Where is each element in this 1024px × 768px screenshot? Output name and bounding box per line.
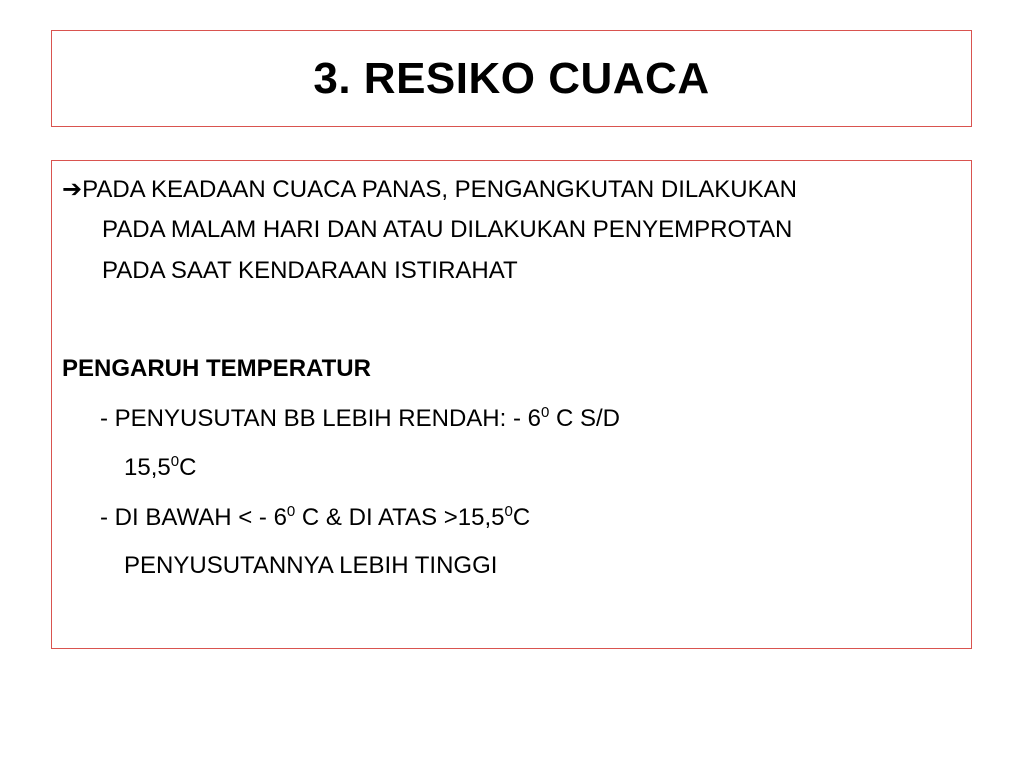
degree-sup: 0 [286,503,296,520]
item1-line [100,405,620,433]
item2-continuation: PENYUSUTANNYA LEBIH TINGGI [124,552,498,579]
bullet-line-2: PADA MALAM HARI DAN ATAU DILAKUKAN PENYEMPROTAN [102,216,793,243]
degree-sup: 0 [170,453,180,470]
content-box [51,160,972,649]
bullet-line-1 [62,176,797,204]
item2-a: - DI BAWAH < - 6 [100,504,287,531]
item2-b: C & DI ATAS >15,5 [295,504,505,531]
item1-continuation [124,454,196,482]
item1-suffix: C S/D [549,405,621,432]
item1-cont-prefix: 15,5 [124,454,171,481]
degree-sup: 0 [540,404,550,421]
item1-prefix: - PENYUSUTAN BB LEBIH RENDAH: - 6 [100,405,541,432]
title-box [51,30,972,127]
bullet-line-3: PADA SAAT KENDARAAN ISTIRAHAT [102,257,518,284]
section-heading: PENGARUH TEMPERATUR [62,355,371,382]
item1-cont-suffix: C [179,454,197,481]
item2-line [100,504,530,532]
bullet-text-1: PADA KEADAAN CUACA PANAS, PENGANGKUTAN DILAKUKAN [82,176,797,203]
slide-title: 3. RESIKO CUACA [313,53,710,103]
arrow-right-icon: ➔ [62,176,83,203]
degree-sup: 0 [504,503,513,520]
item2-c: C [512,504,531,531]
